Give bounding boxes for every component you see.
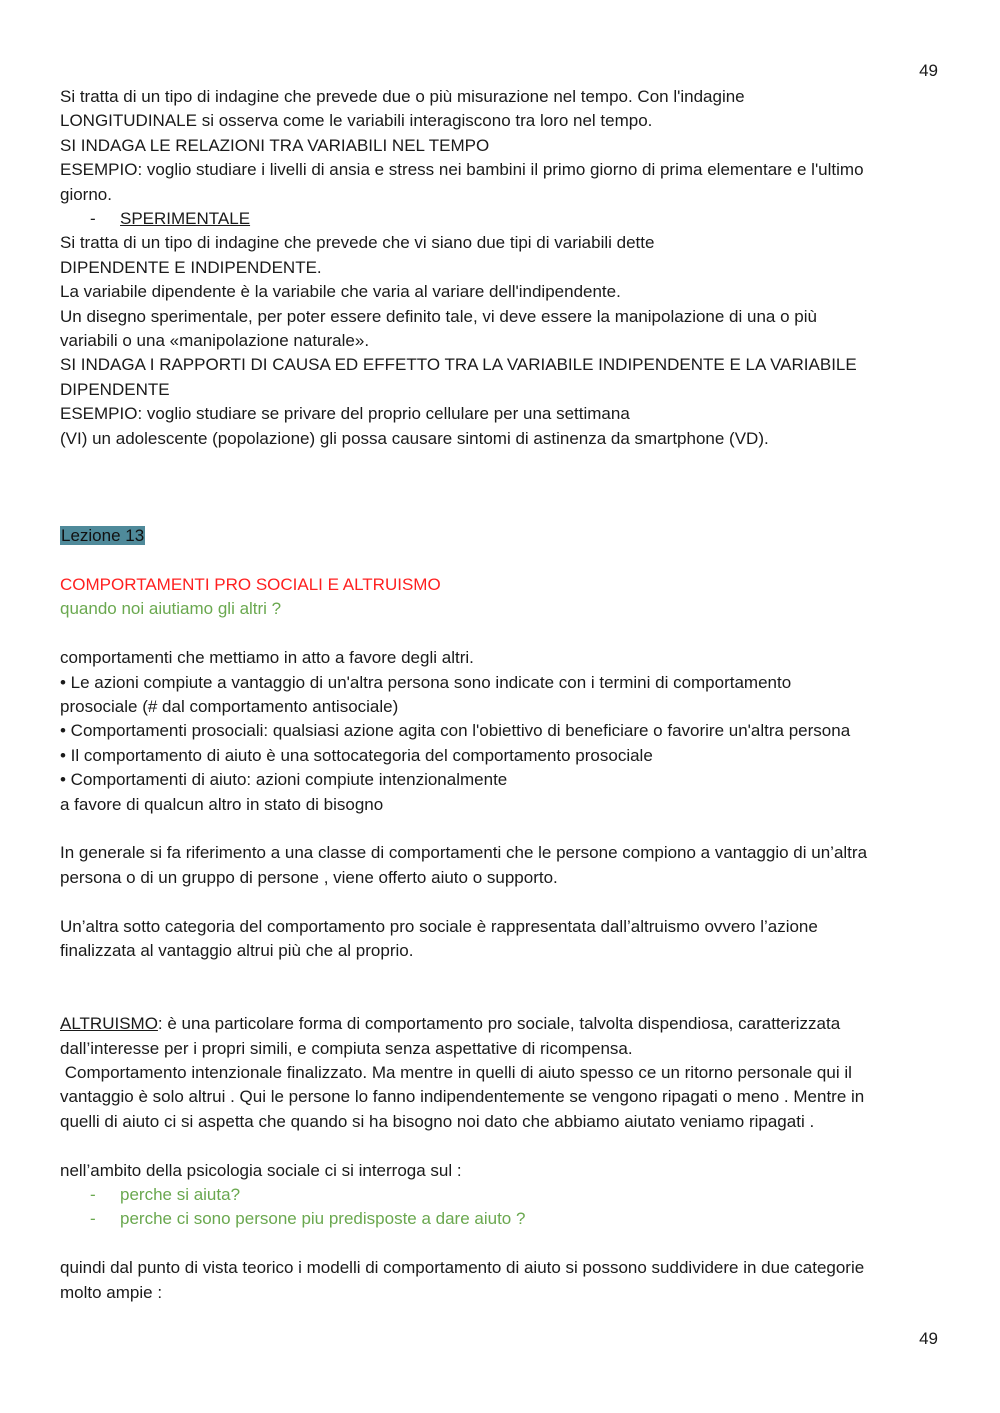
spacer [60,549,940,573]
text-line: comportamenti che mettiamo in atto a favore degli altri. [60,648,474,668]
text-line: molto ampie : [60,1282,163,1302]
bullet-line: • Comportamenti di aiuto: azioni compiute intenzionalmente [60,770,508,790]
text-line: Si tratta di un tipo di indagine che prevede che vi siano due tipi di variabili dette [60,233,655,253]
text-line: a favore di qualcun altro in stato di bisogno [60,794,384,814]
text-line: SI INDAGA I RAPPORTI DI CAUSA ED EFFETTO TRA LA VARIABILE INDIPENDENTE E LA VARIABILE [60,355,857,375]
prosocial-section [60,646,940,963]
text-line: DIPENDENTE E INDIPENDENTE. [60,257,322,277]
question-text: perche si aiuta? [120,1184,241,1204]
text-line: persona o di un gruppo di persone , viene offerto aiuto o supporto. [60,867,558,887]
spacer [60,622,940,646]
list-item [60,1207,940,1231]
section-heading: SPERIMENTALE [120,209,251,229]
conclusion-section [60,1256,940,1305]
spacer [60,1134,940,1158]
text-line: (VI) un adolescente (popolazione) gli possa causare sintomi di astinenza da smartphone (VD). [60,428,769,448]
text-line: Un disegno sperimentale, per poter essere definito tale, vi deve essere la manipolazione di una o più [60,306,817,326]
spacer [60,963,940,1012]
text-line: quindi dal punto di vista teorico i modelli di comportamento di aiuto si possono suddividere in due categorie [60,1258,865,1278]
text-line: ESEMPIO: voglio studiare se privare del proprio cellulare per una settimana [60,404,630,424]
list-item [60,1183,940,1207]
text-line: finalizzata al vantaggio altrui più che al proprio. [60,940,414,960]
list-dash: - [90,209,96,229]
longitudinal-section [60,85,940,207]
list-dash: - [90,1184,96,1204]
text-line: variabili o una «manipolazione naturale». [60,331,370,351]
spacer [60,451,940,524]
altruism-term: ALTRUISMO [60,1014,158,1034]
lesson-title: COMPORTAMENTI PRO SOCIALI E ALTRUISMO [60,574,441,594]
text-line: vantaggio è solo altrui . Qui le persone lo fanno indipendentemente se vengono ripagati o meno . Mentre in [60,1087,865,1107]
document-body [60,85,940,1305]
lesson-subtitle: quando noi aiutiamo gli altri ? [60,599,282,619]
question-text: perche ci sono persone piu predisposte a dare aiuto ? [120,1209,526,1229]
altruism-section [60,1012,940,1134]
text-line: La variabile dipendente è la variabile che varia al variare dell'indipendente. [60,282,621,302]
text-line: dall’interesse per i propri simili, e compiuta senza aspettative di ricompensa. [60,1038,633,1058]
text-line: giorno. [60,184,112,204]
bullet-line: • Comportamenti prosociali: qualsiasi azione agita con l'obiettivo di beneficiare o favorire un'altra persona [60,721,851,741]
spacer [60,1232,940,1256]
text-fragment: : è una particolare forma di comportamento pro sociale, talvolta dispendiosa, caratterizzata [157,1014,841,1034]
text-line: DIPENDENTE [60,379,170,399]
text-line: prosociale (# dal comportamento antisociale) [60,696,399,716]
text-line: In generale si fa riferimento a una classe di comportamenti che le persone compiono a vantaggio di un’altra [60,843,868,863]
text-line: Comportamento intenzionale finalizzato. Ma mentre in quelli di aiuto spesso ce un ritorno personale qui il [60,1062,852,1082]
page-number-bottom: 49 [919,1329,938,1348]
text-line: Un’altra sotto categoria del comportamento pro sociale è rappresentata dall’altruismo ovvero l’azione [60,916,818,936]
text-line: Si tratta di un tipo di indagine che prevede due o più misurazione nel tempo. Con l'indagine [60,87,745,106]
bullet-line: • Le azioni compiute a vantaggio di un'altra persona sono indicate con i termini di comportamento [60,672,792,692]
lesson-tag: Lezione 13 [61,526,145,546]
text-line: quelli di aiuto ci si aspetta che quando si ha bisogno noi dato che abbiamo aiutato veniamo ripagati . [60,1111,815,1131]
text-line: ESEMPIO: voglio studiare i livelli di ansia e stress nei bambini il primo giorno di prima elementare e l'ultimo [60,160,864,180]
list-dash: - [90,1209,96,1229]
spacer [60,890,940,914]
text-line: nell’ambito della psicologia sociale ci si interroga sul : [60,1160,462,1180]
spacer [60,817,940,841]
page-number-top: 49 [919,61,938,80]
lesson-header [60,524,940,622]
list-item [60,207,940,231]
questions-section [60,1159,940,1232]
text-line: LONGITUDINALE si osserva come le variabili interagiscono tra loro nel tempo. [60,111,653,131]
experimental-section [60,207,940,451]
text-line: SI INDAGA LE RELAZIONI TRA VARIABILI NEL TEMPO [60,135,490,155]
bullet-line: • Il comportamento di aiuto è una sottocategoria del comportamento prosociale [60,745,653,765]
